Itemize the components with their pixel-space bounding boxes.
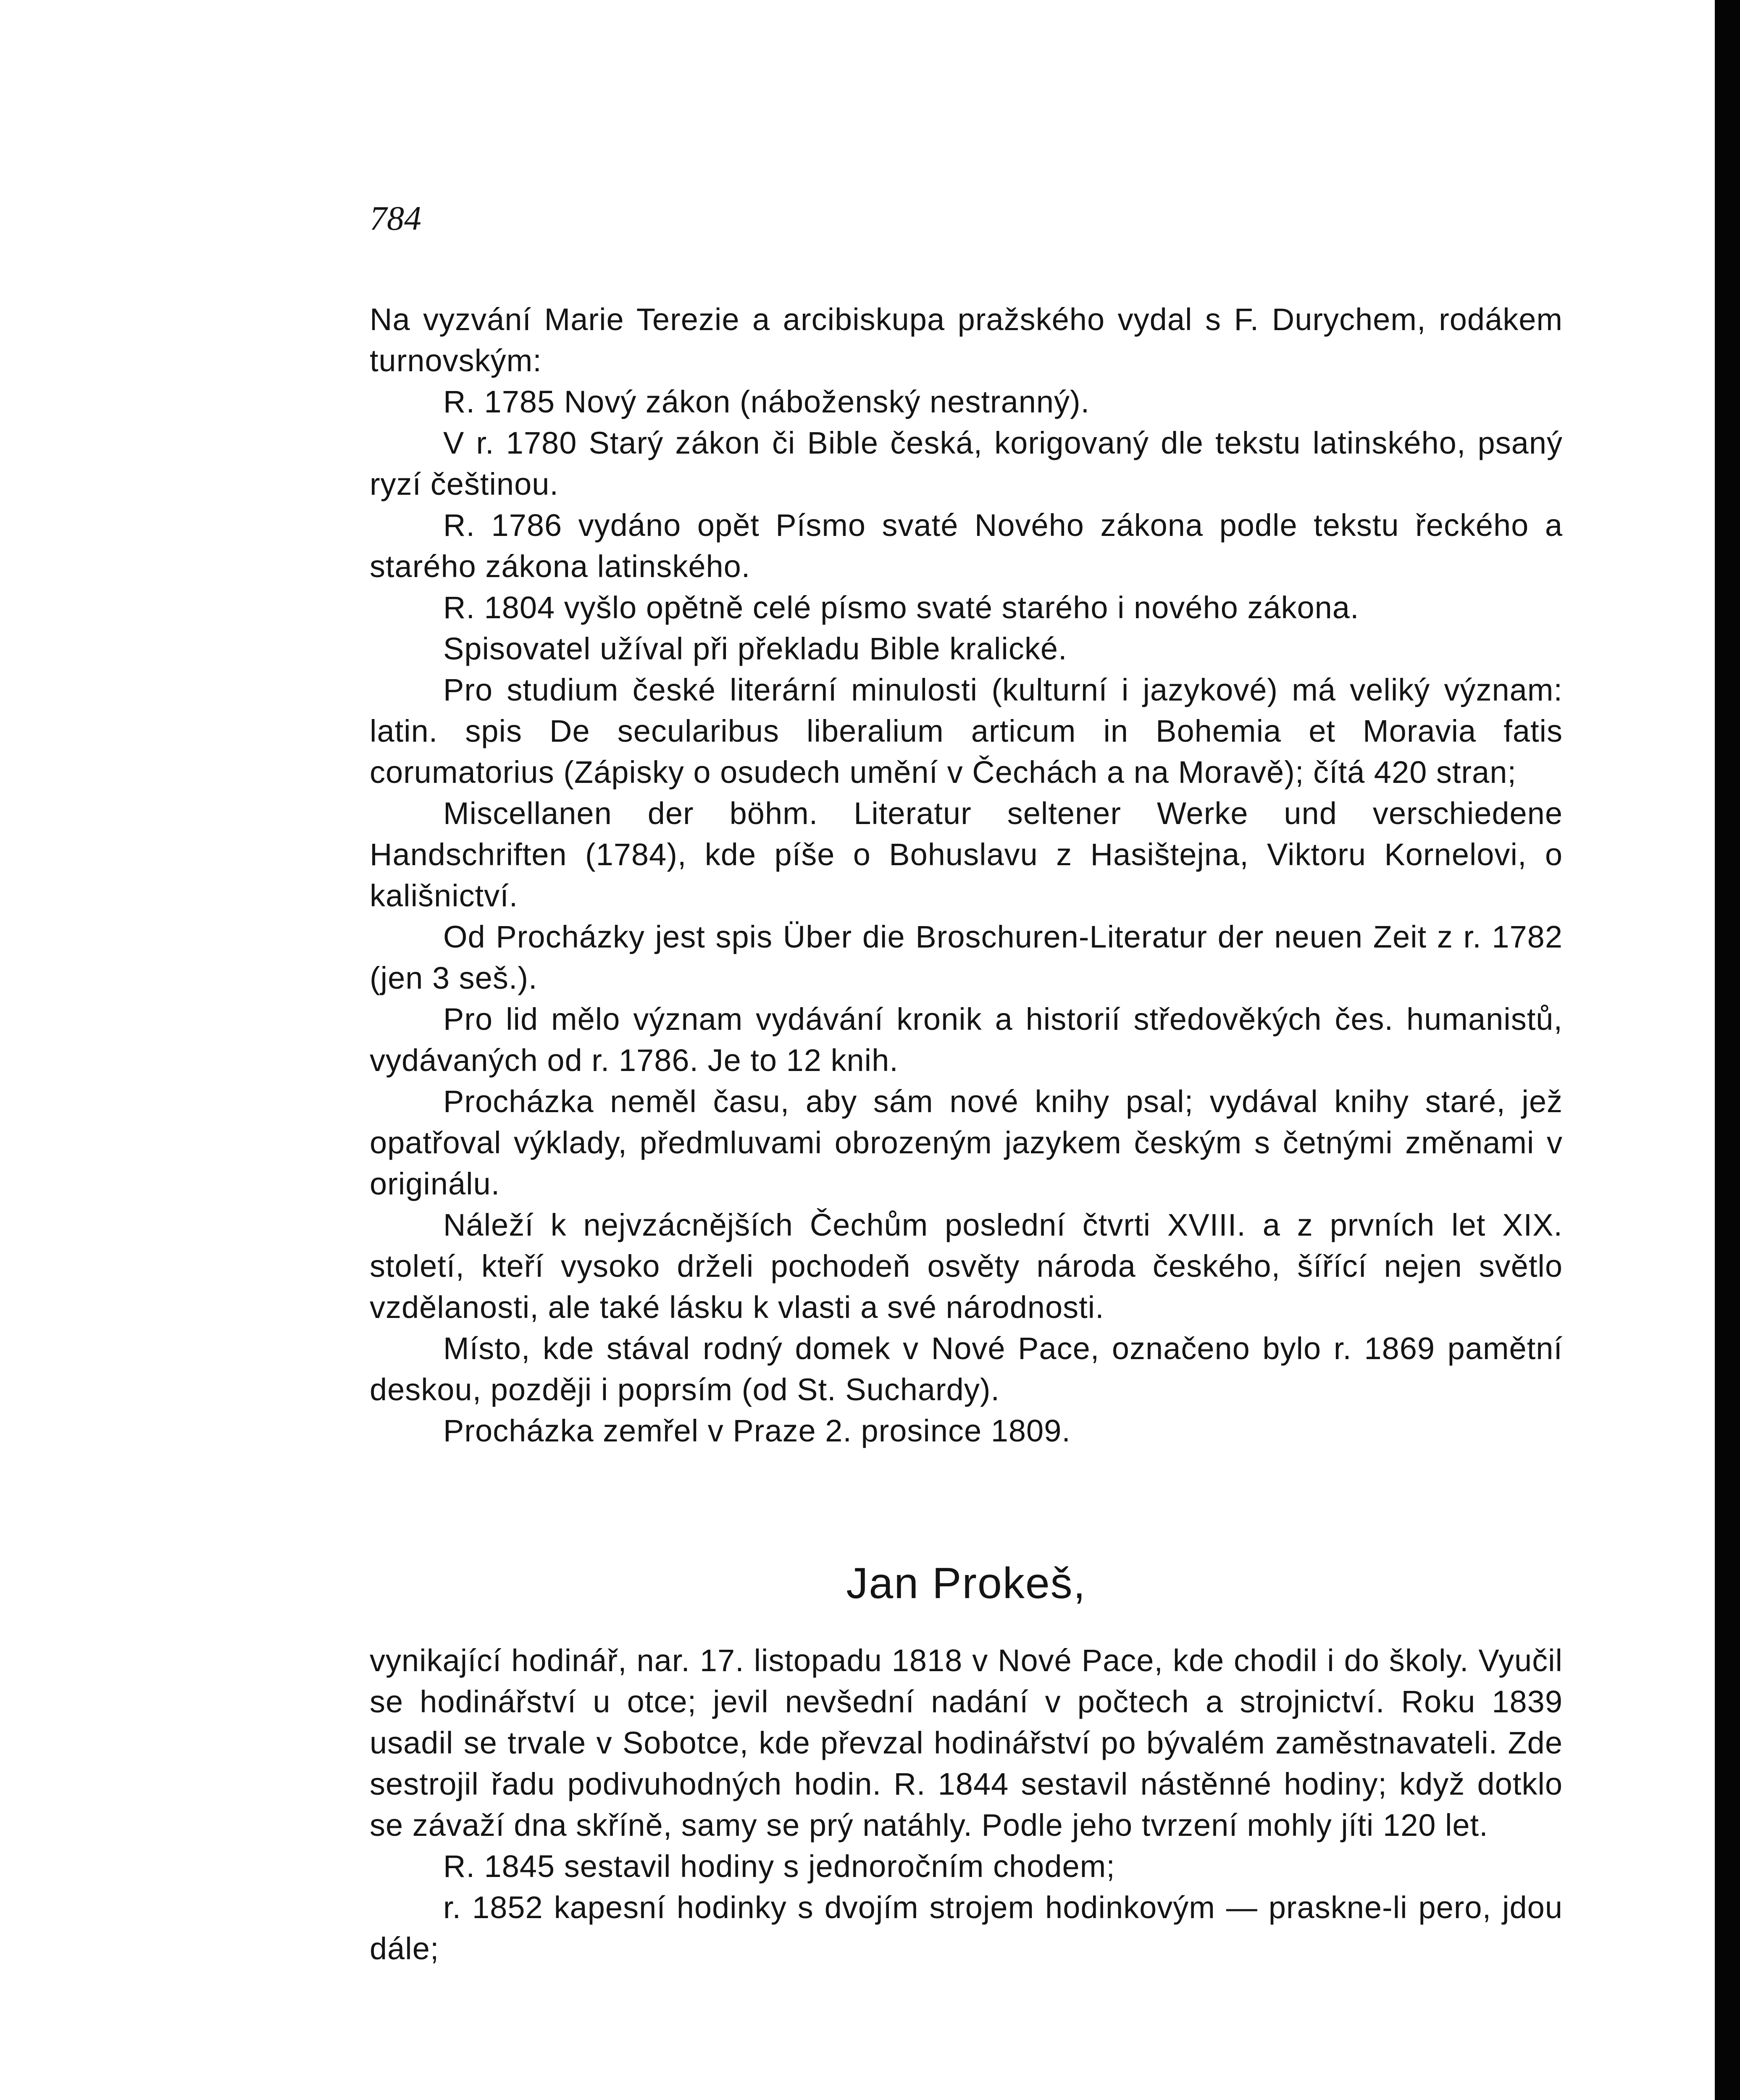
paragraph: R. 1786 vydáno opět Písmo svaté Nového zákona podle tekstu řeckého a starého zákona latinského.: [370, 508, 1563, 584]
paragraph: Na vyzvání Marie Terezie a arcibiskupa pražského vydal s F. Durychem, rodákem turnovským:: [370, 302, 1563, 378]
paragraph: Procházka neměl času, aby sám nové knihy psal; vydával knihy staré, jež opatřoval výklady, předmluvami obrozeným jazykem českým s četnými změnami v originálu.: [370, 1084, 1563, 1201]
paragraph: r. 1852 kapesní hodinky s dvojím strojem hodinkovým — praskne-li pero, jdou dále;: [370, 1890, 1563, 1966]
paragraph: Pro lid mělo význam vydávání kronik a historií středověkých čes. humanistů, vydávaných od r. 1786. Je to 12 knih.: [370, 1002, 1563, 1078]
scan-right-border: [1715, 0, 1740, 2100]
paragraph: Spisovatel užíval při překladu Bible kralické.: [443, 631, 1067, 666]
paragraph: Náleží k nejvzácnějších Čechům poslední čtvrti XVIII. a z prvních let XIX. století, kteří vysoko drželi pochodeň osvěty národa českého, šířící nejen světlo vzdělanosti, ale také lásku k vlasti a své národnosti.: [370, 1208, 1563, 1325]
paragraph: R. 1845 sestavil hodiny s jednoročním chodem;: [443, 1849, 1115, 1884]
paragraph: Procházka zemřel v Praze 2. prosince 1809.: [443, 1413, 1071, 1448]
body-text-section-two: [370, 1640, 1563, 1969]
section-heading: Jan Prokeš,: [846, 1559, 1086, 1608]
page-number: 784: [370, 199, 421, 237]
body-text-section-one: [370, 299, 1563, 1452]
paragraph: R. 1785 Nový zákon (náboženský nestranný).: [443, 384, 1090, 419]
paragraph: Od Procházky jest spis Über die Broschuren-Literatur der neuen Zeit z r. 1782 (jen 3 seš.).: [370, 919, 1563, 995]
paragraph: Miscellanen der böhm. Literatur seltener Werke und verschiedene Handschriften (1784), kde píše o Bohuslavu z Hasištejna, Viktoru Kornelovi, o kališnictví.: [370, 796, 1563, 913]
paragraph: Pro studium české literární minulosti (kulturní i jazykové) má veliký význam: latin. spis De secularibus liberalium articum in Bohemia et Moravia fatis corumatorius (Zápisky o osudech umění v Čechách a na Moravě); čítá 420 stran;: [370, 672, 1563, 790]
paragraph: vynikající hodinář, nar. 17. listopadu 1818 v Nové Pace, kde chodil i do školy. Vyučil se hodinářství u otce; jevil nevšední nadání v počtech a strojnictví. Roku 1839 usadil se trvale v Sobotce, kde převzal hodinářství po bývalém zaměstnavateli. Zde sestrojil řadu podivuhodných hodin. R. 1844 sestavil nástěnné hodiny; když dotklo se závaží dna skříně, samy se prý natáhly. Podle jeho tvrzení mohly jíti 120 let.: [370, 1643, 1563, 1843]
paragraph: V r. 1780 Starý zákon či Bible česká, korigovaný dle tekstu latinského, psaný ryzí češtinou.: [370, 425, 1563, 501]
paragraph: Místo, kde stával rodný domek v Nové Pace, označeno bylo r. 1869 pamětní deskou, později i poprsím (od St. Suchardy).: [370, 1331, 1563, 1407]
paragraph: R. 1804 vyšlo opětně celé písmo svaté starého i nového zákona.: [443, 590, 1359, 625]
